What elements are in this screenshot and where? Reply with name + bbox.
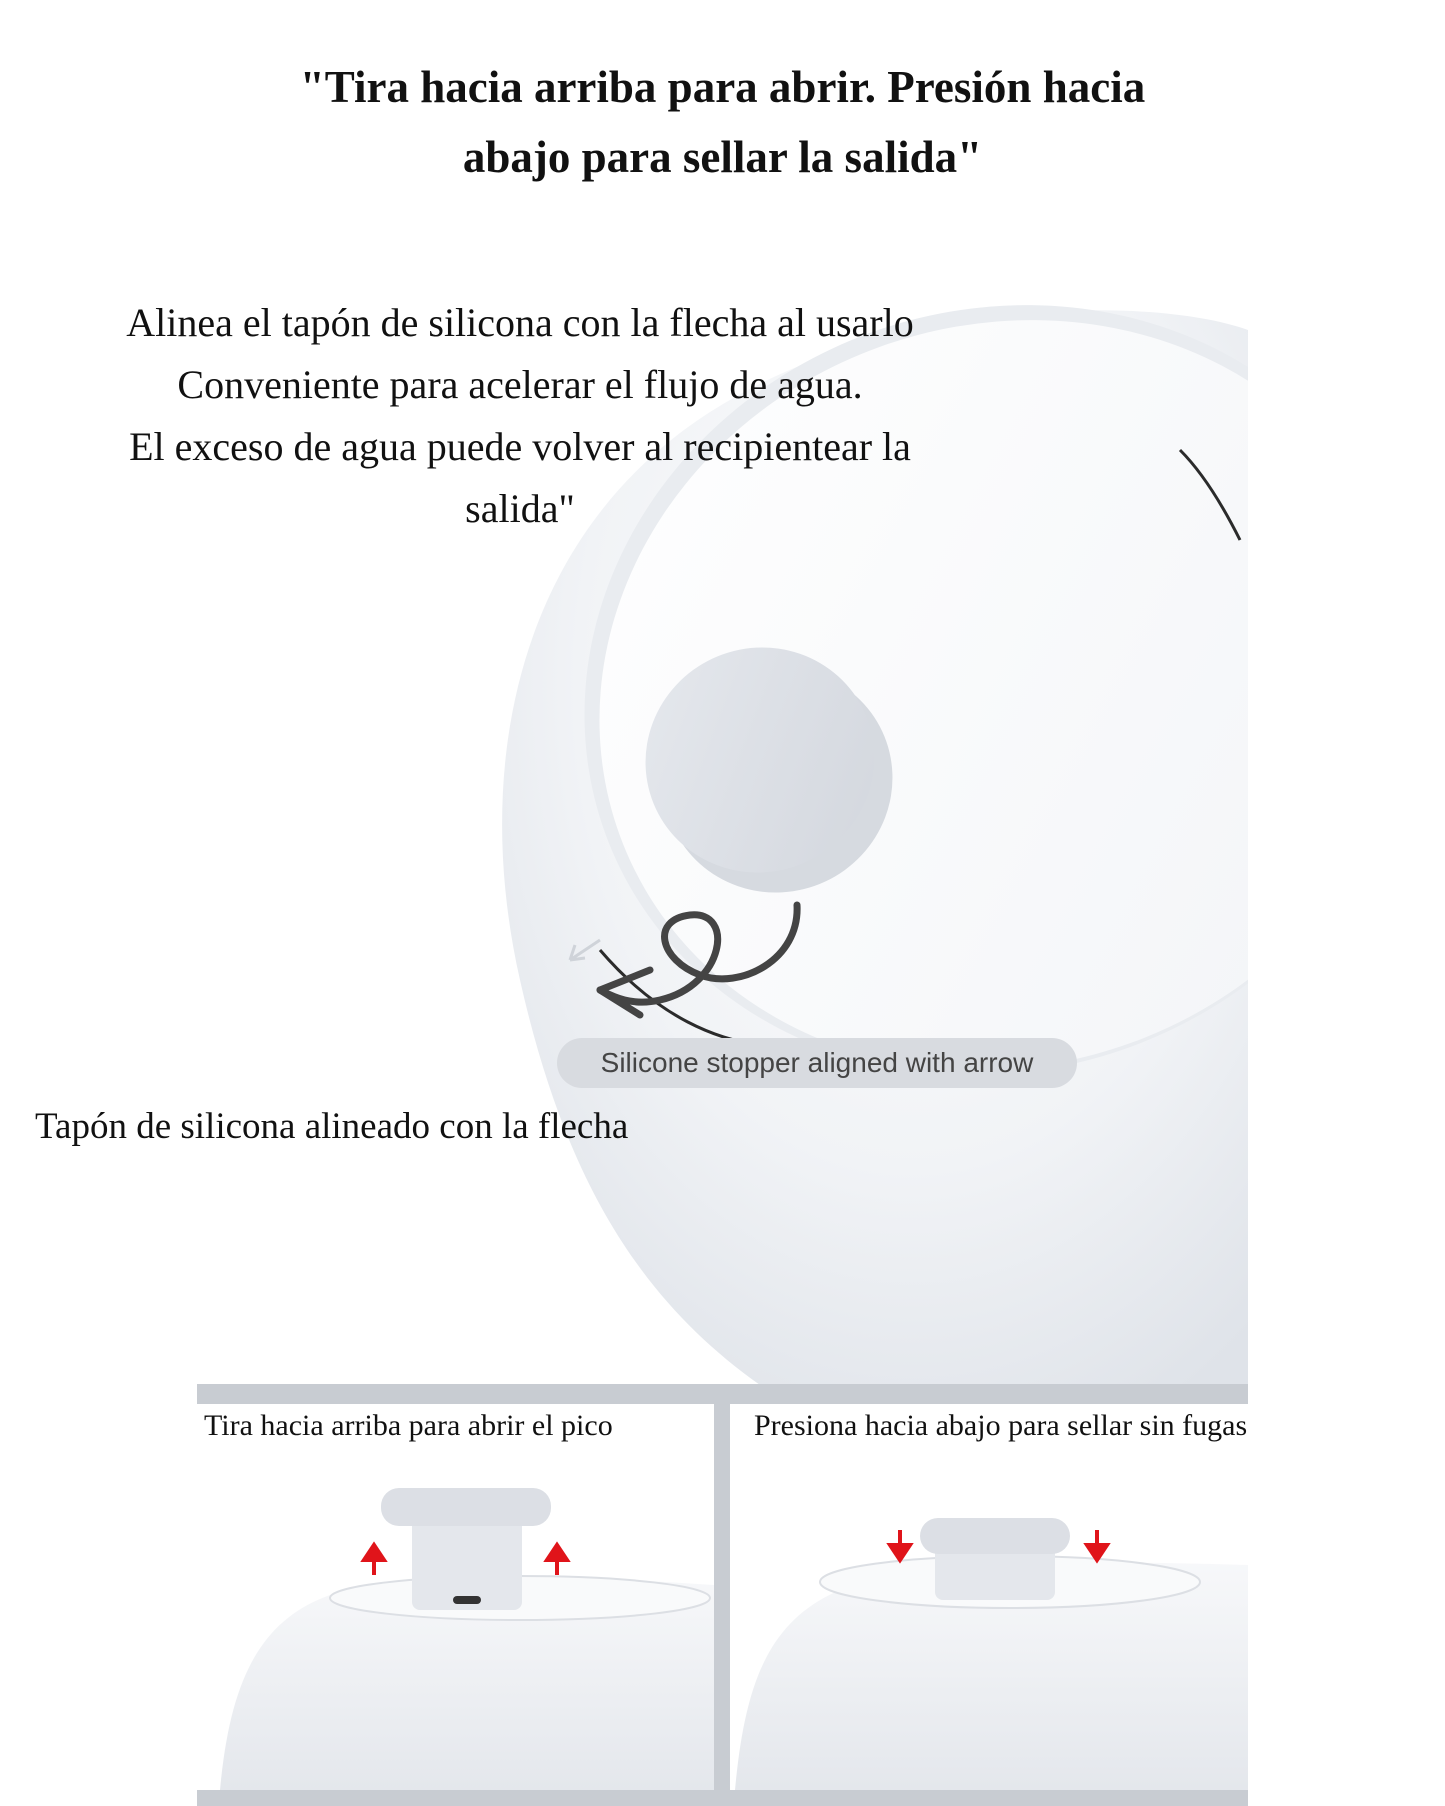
right-panel-label: Presiona hacia abajo para sellar sin fugas [754,1409,1248,1442]
arrow-down-icon [1087,1530,1107,1560]
arrow-up-icon [364,1545,384,1575]
description-line: Conveniente para acelerar el flujo de agua. [177,362,863,407]
description-line: salida" [465,486,575,531]
usage-description [40,292,1000,540]
photo-caption: Tapón de silicona alineado con la flecha [35,1106,629,1147]
stopper-badge: Silicone stopper aligned with arrow [557,1038,1077,1088]
right-panel-illustration [735,1518,1248,1790]
arrow-up-icon [547,1545,567,1575]
left-panel-illustration [220,1488,714,1790]
description-line: El exceso de agua puede volver al recipientear la [129,424,911,469]
description-line: Alinea el tapón de silicona con la flecha al usarlo [126,300,914,345]
left-panel-label: Tira hacia arriba para abrir el pico [204,1409,613,1442]
arrow-down-icon [890,1530,910,1560]
title-line: abajo para sellar la salida" [462,132,983,182]
title-line: "Tira hacia arriba para abrir. Presión hacia [299,62,1146,112]
